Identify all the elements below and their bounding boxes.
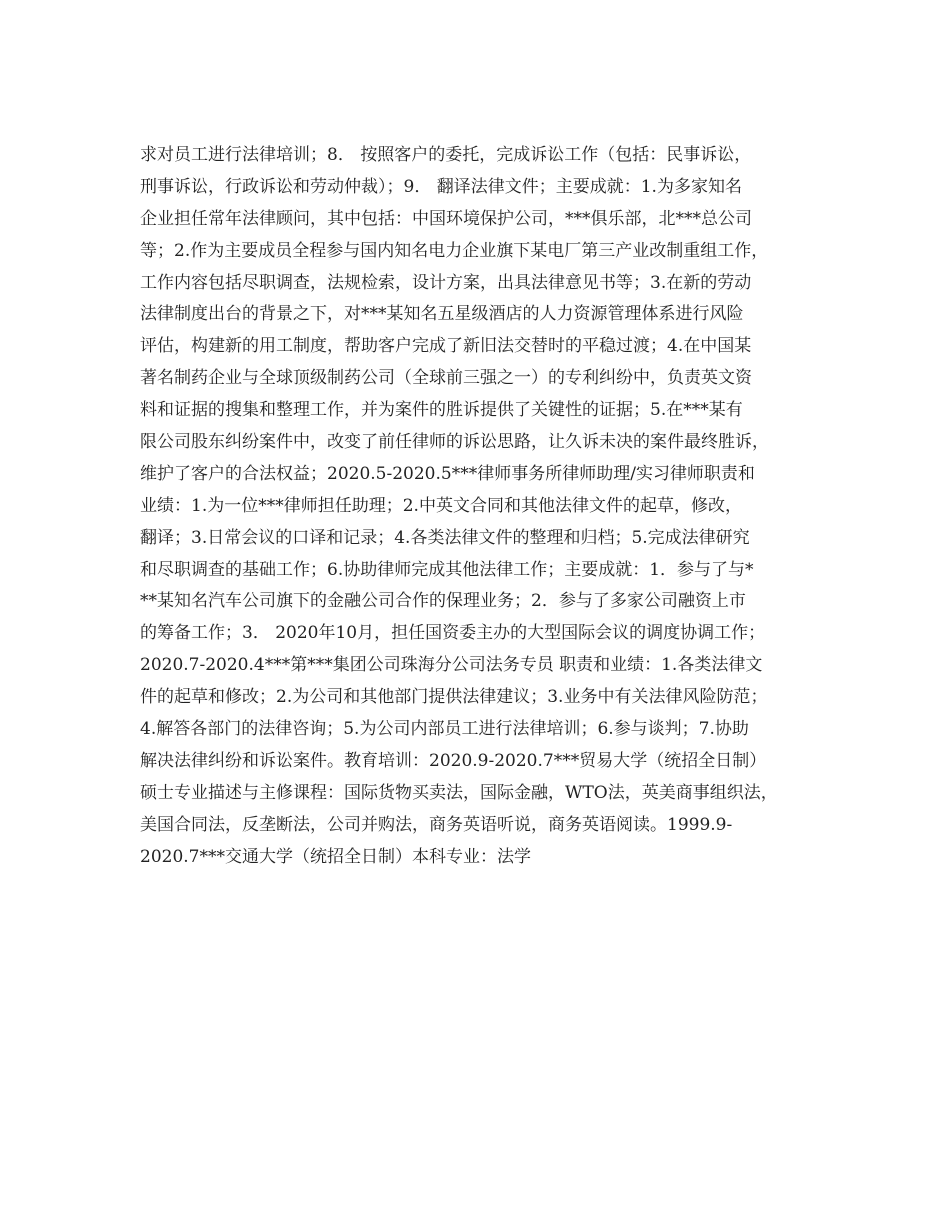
text-line-13: 翻译；3.日常会议的口译和记录；4.各类法律文件的整理和归档；5.完成法律研究 xyxy=(140,527,750,548)
text-line-18: 件的起草和修改；2.为公司和其他部门提供法律建议；3.业务中有关法律风险防范； xyxy=(140,687,768,708)
text-line-8: 著名制药企业与全球顶级制药公司（全球前三强之一）的专利纠纷中，负责英文资 xyxy=(140,368,752,389)
text-line-20: 解决法律纠纷和诉讼案件。教育培训：2020.9-2020.7***贸易大学（统招全日制） xyxy=(140,750,767,771)
text-line-17: 2020.7-2020.4***第***集团公司珠海分公司法务专员 职责和业绩：1.各类法律文 xyxy=(140,655,763,676)
text-line-14: 和尽职调查的基础工作；6.协助律师完成其他法律工作；主要成就：1．参与了与* xyxy=(140,559,754,580)
text-line-16: 的筹备工作；3． 2020年10月，担任国资委主办的大型国际会议的调度协调工作； xyxy=(140,623,766,644)
text-line-11: 维护了客户的合法权益；2020.5-2020.5***律师事务所律师助理/实习律师职责和 xyxy=(140,463,755,484)
text-line-3: 企业担任常年法律顾问，其中包括：中国环境保护公司，***俱乐部，北***总公司 xyxy=(140,208,752,229)
text-line-5: 工作内容包括尽职调查，法规检索，设计方案，出具法律意见书等；3.在新的劳动 xyxy=(140,272,752,293)
text-line-10: 限公司股东纠纷案件中，改变了前任律师的诉讼思路，让久诉未决的案件最终胜诉， xyxy=(140,432,769,453)
text-line-6: 法律制度出台的背景之下，对***某知名五星级酒店的人力资源管理体系进行风险 xyxy=(140,304,744,325)
text-line-19: 4.解答各部门的法律咨询；5.为公司内部员工进行法律培训；6.参与谈判；7.协助 xyxy=(140,719,749,740)
text-line-21: 硕士专业描述与主修课程：国际货物买卖法，国际金融，WTO法，英美商事组织法， xyxy=(140,782,778,803)
text-line-2: 刑事诉讼，行政诉讼和劳动仲裁）；9． 翻译法律文件；主要成就：1.为多家知名 xyxy=(140,176,742,197)
text-line-12: 业绩：1.为一位***律师担任助理；2.中英文合同和其他法律文件的起草，修改， xyxy=(140,495,742,516)
text-line-4: 等；2.作为主要成员全程参与国内知名电力企业旗下某电厂第三产业改制重组工作， xyxy=(140,240,769,261)
body-text xyxy=(140,140,830,873)
text-line-1: 求对员工进行法律培训；8． 按照客户的委托，完成诉讼工作（包括：民事诉讼， xyxy=(140,145,752,165)
text-line-7: 评估，构建新的用工制度，帮助客户完成了新旧法交替时的平稳过渡；4.在中国某 xyxy=(140,336,752,357)
text-line-9: 料和证据的搜集和整理工作，并为案件的胜诉提供了关键性的证据；5.在***某有 xyxy=(140,400,743,421)
text-line-15: **某知名汽车公司旗下的金融公司合作的保理业务；2．参与了多家公司融资上市 xyxy=(140,591,746,612)
text-line-23: 2020.7***交通大学（统招全日制）本科专业：法学 xyxy=(140,846,531,867)
text-line-22: 美国合同法，反垄断法，公司并购法，商务英语听说，商务英语阅读。1999.9- xyxy=(140,814,733,835)
